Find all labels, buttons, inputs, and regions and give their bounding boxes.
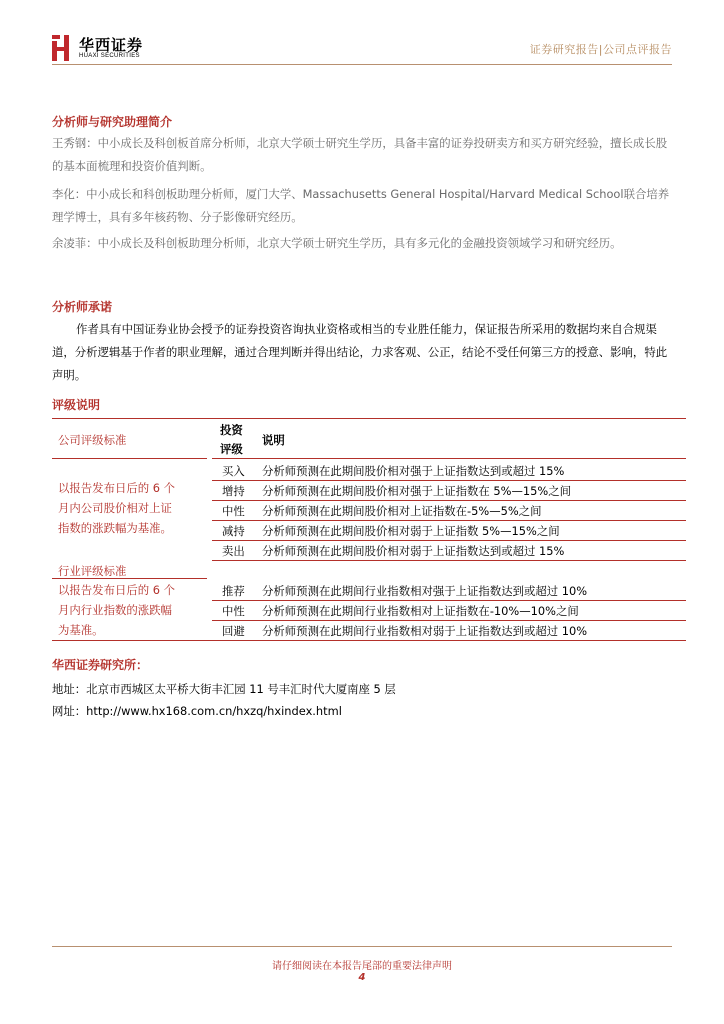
company-rating-underweight-desc: 分析师预测在此期间股价相对弱于上证指数 5%—15%之间 [262,524,560,538]
rating-title: 评级说明 [52,398,101,412]
rating-col-header-line2: 评级 [220,442,243,456]
desc-col-header: 说明 [262,433,285,447]
row-rule [212,540,686,541]
company-rating-buy: 买入 [222,464,245,478]
industry-rating-neutral-desc: 分析师预测在此期间行业指数相对上证指数在-10%—10%之间 [262,604,579,618]
rating-table-bottom-rule [52,640,686,641]
commitment-title: 分析师承诺 [52,300,113,314]
industry-header-rule [52,578,207,579]
company-rating-neutral: 中性 [222,504,245,518]
footer-divider [52,946,672,947]
analyst-intro-paragraph-3: 余凌菲：中小成长及科创板助理分析师，北京大学硕士研究生学历，具有多元化的金融投资领域学习和研究经历。 [52,236,622,250]
institute-address: 地址：北京市西城区太平桥大街丰汇园 11 号丰汇时代大厦南座 5 层 [52,682,396,696]
company-rating-header: 公司评级标准 [58,433,127,447]
row-rule [212,620,686,621]
industry-rating-header: 行业评级标准 [58,564,127,578]
rating-col-header-line1: 投资 [220,423,243,437]
page-header [52,34,672,64]
company-header-rule [52,458,207,459]
row-rule [212,500,686,501]
company-basis-line-1: 以报告发布日后的 6 个 [58,481,176,495]
company-rating-overweight: 增持 [222,484,245,498]
company-rating-overweight-desc: 分析师预测在此期间股价相对强于上证指数在 5%—15%之间 [262,484,571,498]
industry-rating-recommend: 推荐 [222,584,245,598]
huaxi-logo-icon [52,35,72,61]
header-divider [52,64,672,65]
analyst-intro-paragraph-1: 王秀钢：中小成长及科创板首席分析师，北京大学硕士研究生学历，具备丰富的证券投研卖方和买方研究经验，擅长成长股的基本面梳理和投资价值判断。 [52,136,668,173]
company-rating-sell-desc: 分析师预测在此期间股价相对弱于上证指数达到或超过 15% [262,544,565,558]
row-rule [212,560,686,561]
page-number: 4 [358,972,366,983]
row-rule [212,480,686,481]
commitment-text: 作者具有中国证券业协会授予的证券投资咨询执业资格或相当的专业胜任能力，保证报告所采用的数据均来自合规渠道，分析逻辑基于作者的职业理解，通过合理判断并得出结论，力求客观、公正，结论不受任何第三方的授意、影响，特此声明。 [52,322,668,382]
company-basis-line-2: 月内公司股价相对上证 [58,501,172,515]
analyst-intro-paragraph-2: 李化：中小成长和科创板助理分析师，厦门大学、Massachusetts General Hospital/Harvard Medical School联合培养理学博士，具有多年核药物、分子影像研究经历。 [52,187,670,224]
industry-rating-avoid-desc: 分析师预测在此期间行业指数相对弱于上证指数达到或超过 10% [262,624,588,638]
logo-text-en: HUAXI SECURITIES [79,53,140,59]
company-basis-line-3: 指数的涨跌幅为基准。 [58,521,172,535]
doc-type-label: 证券研究报告|公司点评报告 [529,43,672,56]
company-rating-underweight: 减持 [222,524,245,538]
industry-rating-neutral: 中性 [222,604,245,618]
institute-website-link[interactable]: 网址：http://www.hx168.com.cn/hxzq/hxindex.html [52,704,342,718]
industry-basis-line-3: 为基准。 [58,623,104,637]
company-rating-sell: 卖出 [222,544,245,558]
rating-table-top-rule [52,418,686,419]
industry-rating-recommend-desc: 分析师预测在此期间行业指数相对强于上证指数达到或超过 10% [262,584,588,598]
col-header-rule [212,458,686,459]
logo-text-cn: 华西证券 [79,36,144,54]
row-rule [212,520,686,521]
company-rating-buy-desc: 分析师预测在此期间股价相对强于上证指数达到或超过 15% [262,464,565,478]
company-rating-neutral-desc: 分析师预测在此期间股价相对上证指数在-5%—5%之间 [262,504,542,518]
row-rule [212,600,686,601]
legal-notice: 请仔细阅读在本报告尾部的重要法律声明 [272,961,452,972]
industry-basis-line-1: 以报告发布日后的 6 个 [58,583,176,597]
institute-title: 华西证券研究所： [52,658,149,672]
industry-basis-line-2: 月内行业指数的涨跌幅 [58,603,172,617]
analyst-intro-title: 分析师与研究助理简介 [52,115,173,129]
industry-rating-avoid: 回避 [222,624,245,638]
